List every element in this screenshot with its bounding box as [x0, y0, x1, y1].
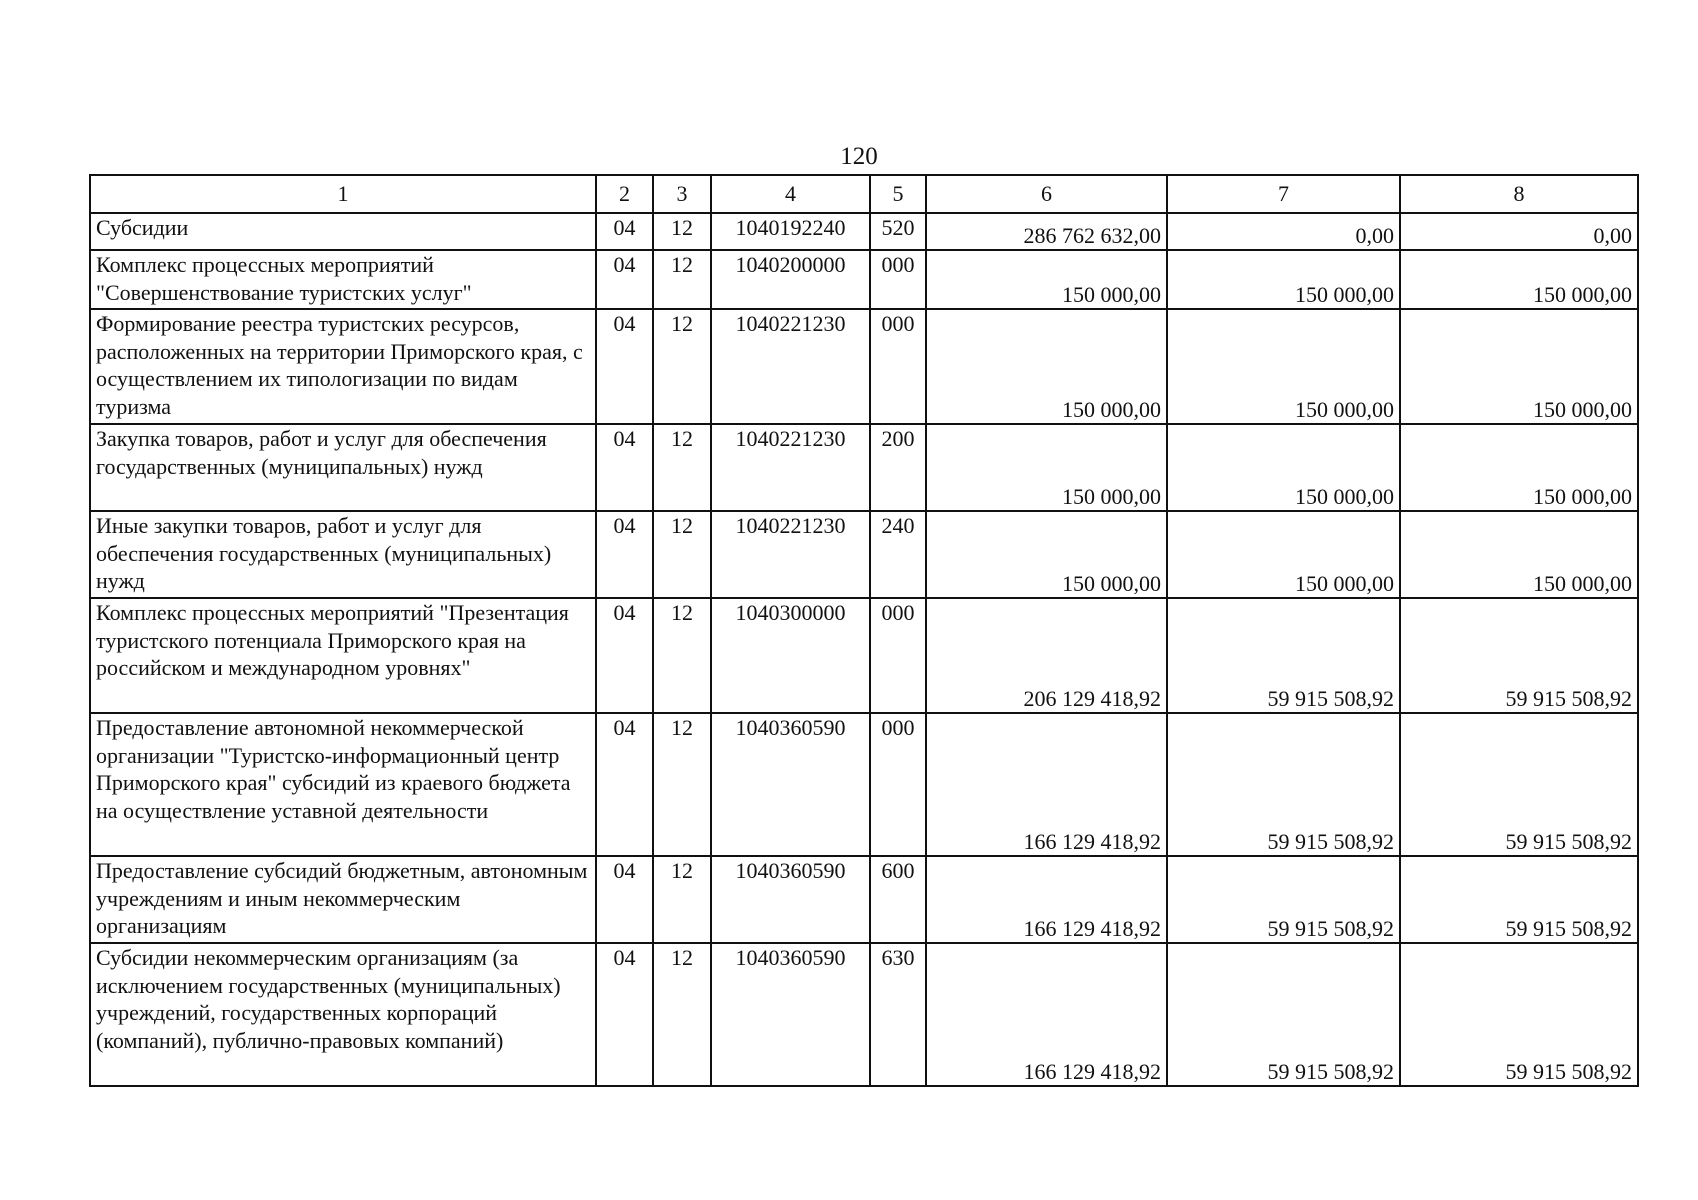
row-expense-type: 520	[870, 213, 926, 250]
table-row	[90, 943, 1638, 1086]
row-name: Иные закупки товаров, работ и услуг для обеспечения государственных (муниципальных) нужд	[90, 511, 596, 598]
row-amount-col6: 150 000,00	[926, 424, 1167, 511]
row-amount-col7: 150 000,00	[1167, 511, 1400, 598]
column-header: 5	[870, 175, 926, 213]
column-header: 7	[1167, 175, 1400, 213]
row-section-code: 04	[596, 511, 653, 598]
row-expense-type: 630	[870, 943, 926, 1086]
row-amount-col7: 59 915 508,92	[1167, 856, 1400, 943]
row-subsection-code: 12	[653, 511, 711, 598]
table-row	[90, 250, 1638, 309]
row-subsection-code: 12	[653, 713, 711, 856]
row-amount-col7: 150 000,00	[1167, 309, 1400, 424]
row-target-article: 1040300000	[711, 598, 870, 713]
row-subsection-code: 12	[653, 598, 711, 713]
row-amount-col6: 166 129 418,92	[926, 856, 1167, 943]
row-subsection-code: 12	[653, 856, 711, 943]
row-target-article: 1040360590	[711, 856, 870, 943]
column-header: 8	[1400, 175, 1638, 213]
row-amount-col8: 59 915 508,92	[1400, 943, 1638, 1086]
row-amount-col8: 0,00	[1400, 213, 1638, 250]
row-section-code: 04	[596, 213, 653, 250]
row-subsection-code: 12	[653, 943, 711, 1086]
row-section-code: 04	[596, 713, 653, 856]
row-target-article: 1040221230	[711, 309, 870, 424]
row-target-article: 1040192240	[711, 213, 870, 250]
table-row	[90, 598, 1638, 713]
row-amount-col8: 150 000,00	[1400, 424, 1638, 511]
row-amount-col8: 59 915 508,92	[1400, 856, 1638, 943]
row-amount-col7: 150 000,00	[1167, 250, 1400, 309]
row-amount-col6: 150 000,00	[926, 511, 1167, 598]
row-section-code: 04	[596, 943, 653, 1086]
row-amount-col6: 166 129 418,92	[926, 943, 1167, 1086]
column-header: 1	[90, 175, 596, 213]
table-row	[90, 856, 1638, 943]
row-name: Формирование реестра туристских ресурсов, расположенных на территории Приморского края, с осуществлением их типологизации по видам туризма	[90, 309, 596, 424]
row-expense-type: 200	[870, 424, 926, 511]
row-amount-col8: 59 915 508,92	[1400, 713, 1638, 856]
row-expense-type: 240	[870, 511, 926, 598]
row-section-code: 04	[596, 424, 653, 511]
row-amount-col7: 59 915 508,92	[1167, 943, 1400, 1086]
row-subsection-code: 12	[653, 213, 711, 250]
row-section-code: 04	[596, 250, 653, 309]
row-amount-col8: 59 915 508,92	[1400, 598, 1638, 713]
budget-table	[89, 174, 1639, 1087]
column-header: 6	[926, 175, 1167, 213]
row-target-article: 1040200000	[711, 250, 870, 309]
row-name: Субсидии	[90, 213, 596, 250]
table-row	[90, 424, 1638, 511]
row-target-article: 1040360590	[711, 943, 870, 1086]
table-header-row	[90, 175, 1638, 213]
row-subsection-code: 12	[653, 250, 711, 309]
column-header: 3	[653, 175, 711, 213]
column-header: 4	[711, 175, 870, 213]
row-amount-col8: 150 000,00	[1400, 309, 1638, 424]
row-amount-col8: 150 000,00	[1400, 511, 1638, 598]
row-expense-type: 000	[870, 250, 926, 309]
row-amount-col6: 206 129 418,92	[926, 598, 1167, 713]
table-row	[90, 713, 1638, 856]
row-name: Субсидии некоммерческим организациям (за исключением государственных (муниципальных) учреждений, государственных корпораций (компаний), публично-правовых компаний)	[90, 943, 596, 1086]
row-amount-col6: 286 762 632,00	[926, 213, 1167, 250]
row-target-article: 1040221230	[711, 424, 870, 511]
table-row	[90, 213, 1638, 250]
row-name: Закупка товаров, работ и услуг для обеспечения государственных (муниципальных) нужд	[90, 424, 596, 511]
row-section-code: 04	[596, 598, 653, 713]
row-expense-type: 000	[870, 713, 926, 856]
row-amount-col7: 59 915 508,92	[1167, 713, 1400, 856]
row-amount-col7: 59 915 508,92	[1167, 598, 1400, 713]
row-subsection-code: 12	[653, 424, 711, 511]
table-row	[90, 309, 1638, 424]
row-name: Предоставление автономной некоммерческой организации "Туристско-информационный центр Приморского края" субсидий из краевого бюджета на осуществление уставной деятельности	[90, 713, 596, 856]
row-expense-type: 000	[870, 598, 926, 713]
row-section-code: 04	[596, 856, 653, 943]
table-row	[90, 511, 1638, 598]
row-expense-type: 600	[870, 856, 926, 943]
row-amount-col7: 0,00	[1167, 213, 1400, 250]
row-name: Комплекс процессных мероприятий "Совершенствование туристских услуг"	[90, 250, 596, 309]
page-number: 120	[840, 143, 878, 170]
row-amount-col8: 150 000,00	[1400, 250, 1638, 309]
column-header: 2	[596, 175, 653, 213]
row-target-article: 1040221230	[711, 511, 870, 598]
row-amount-col6: 150 000,00	[926, 250, 1167, 309]
row-target-article: 1040360590	[711, 713, 870, 856]
row-amount-col6: 166 129 418,92	[926, 713, 1167, 856]
row-name: Комплекс процессных мероприятий "Презентация туристского потенциала Приморского края на российском и международном уровнях"	[90, 598, 596, 713]
row-section-code: 04	[596, 309, 653, 424]
row-name: Предоставление субсидий бюджетным, автономным учреждениям и иным некоммерческим организациям	[90, 856, 596, 943]
row-expense-type: 000	[870, 309, 926, 424]
row-amount-col7: 150 000,00	[1167, 424, 1400, 511]
row-subsection-code: 12	[653, 309, 711, 424]
row-amount-col6: 150 000,00	[926, 309, 1167, 424]
